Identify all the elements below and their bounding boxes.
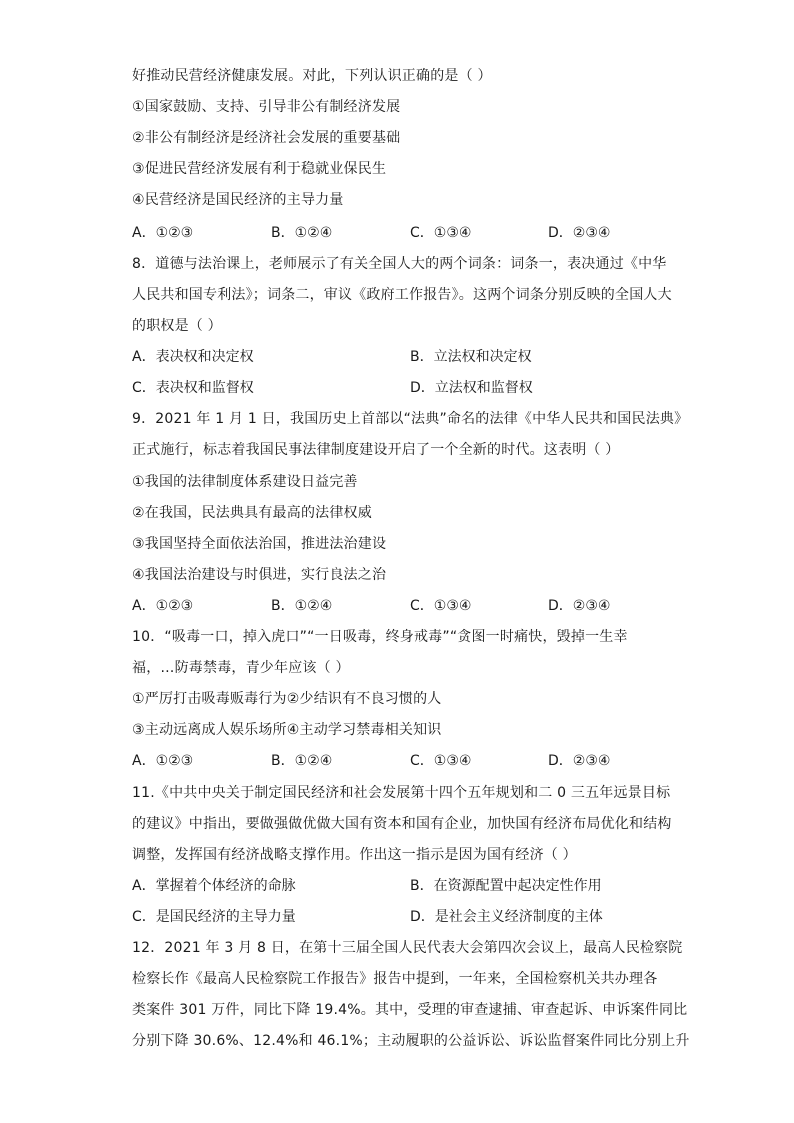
- q12-stem-line-2: 检察长作《最高人民检察院工作报告》报告中提到，一年来，全国检察机关共办理各: [132, 971, 658, 987]
- q8-stem-line-2: 人民共和国专利法》；词条二，审议《政府工作报告》。这两个词条分别反映的全国人大: [132, 287, 672, 303]
- q8-option-c: C．表决权和监督权: [132, 380, 254, 396]
- q9-option-c: C．①③④: [410, 598, 472, 614]
- q8-option-b: B．立法权和决定权: [410, 349, 532, 365]
- q10-option-d: D．②③④: [548, 753, 611, 769]
- q10-stem-line-1: 10．“吸毒一口，掉入虎口”“一日吸毒，终身戒毒”“贪图一时痛快，毁掉一生幸: [132, 629, 628, 645]
- q7-statement-4: ④民营经济是国民经济的主导力量: [132, 192, 344, 208]
- q10-option-a: A．①②③: [132, 753, 194, 769]
- q8-stem-line-1: 8．道德与法治课上，老师展示了有关全国人大的两个词条：词条一，表决通过《中华: [132, 256, 667, 272]
- q9-statement-4: ④我国法治建设与时俱进，实行良法之治: [132, 567, 387, 583]
- q11-option-b: B．在资源配置中起决定性作用: [410, 878, 602, 894]
- q10-stem-line-2: 福，…防毒禁毒，青少年应该（ ）: [132, 660, 350, 676]
- q10-statements-1-2: ①严厉打击吸毒贩毒行为②少结识有不良习惯的人: [132, 691, 442, 707]
- q11-option-a: A．掌握着个体经济的命脉: [132, 878, 296, 894]
- q9-option-b: B．①②④: [271, 598, 333, 614]
- q11-option-d: D．是社会主义经济制度的主体: [410, 909, 603, 925]
- q9-option-d: D．②③④: [548, 598, 611, 614]
- q12-stem-line-3: 类案件 301 万件，同比下降 19.4%。其中，受理的审查逮捕、审查起诉、申诉案件同比: [132, 1002, 688, 1018]
- q12-stem-line-4: 分别下降 30.6%、12.4%和 46.1%；主动履职的公益诉讼、诉讼监督案件同比分别上升: [132, 1033, 690, 1049]
- q8-stem-line-3: 的职权是（ ）: [132, 318, 222, 334]
- q10-statements-3-4: ③主动远离成人娱乐场所④主动学习禁毒相关知识: [132, 722, 442, 738]
- q10-option-c: C．①③④: [410, 753, 472, 769]
- q7-statement-2: ②非公有制经济是经济社会发展的重要基础: [132, 130, 401, 146]
- q10-option-b: B．①②④: [271, 753, 333, 769]
- q11-option-c: C．是国民经济的主导力量: [132, 909, 296, 925]
- q7-option-d: D．②③④: [548, 225, 611, 241]
- q11-stem-line-3: 调整，发挥国有经济战略支撑作用。作出这一指示是因为国有经济（ ）: [132, 847, 577, 863]
- q7-statement-3: ③促进民营经济发展有利于稳就业保民生: [132, 161, 387, 177]
- q9-statement-1: ①我国的法律制度体系建设日益完善: [132, 474, 358, 490]
- q8-option-d: D．立法权和监督权: [410, 380, 533, 396]
- q12-stem-line-1: 12．2021 年 3 月 8 日，在第十三届全国人民代表大会第四次会议上，最高人民检察院: [132, 940, 683, 956]
- q9-option-a: A．①②③: [132, 598, 194, 614]
- q11-stem-line-2: 的建议》中指出，要做强做优做大国有资本和国有企业，加快国有经济布局优化和结构: [132, 816, 672, 832]
- q9-stem-line-1: 9．2021 年 1 月 1 日，我国历史上首部以“法典”命名的法律《中华人民共和国民法典》: [132, 411, 689, 427]
- q9-statement-3: ③我国坚持全面依法治国，推进法治建设: [132, 536, 387, 552]
- q11-stem-line-1: 11.《中共中央关于制定国民经济和社会发展第十四个五年规划和二 0 三五年远景目标: [132, 785, 671, 801]
- q7-statement-1: ①国家鼓励、支持、引导非公有制经济发展: [132, 99, 401, 115]
- q7-stem-end: 好推动民营经济健康发展。对此，下列认识正确的是（ ）: [132, 68, 492, 84]
- q7-option-c: C．①③④: [410, 225, 472, 241]
- q7-option-b: B．①②④: [271, 225, 333, 241]
- q9-stem-line-2: 正式施行，标志着我国民事法律制度建设开启了一个全新的时代。这表明（ ）: [132, 442, 620, 458]
- q7-option-a: A．①②③: [132, 225, 194, 241]
- q8-option-a: A．表决权和决定权: [132, 349, 254, 365]
- q9-statement-2: ②在我国，民法典具有最高的法律权威: [132, 505, 372, 521]
